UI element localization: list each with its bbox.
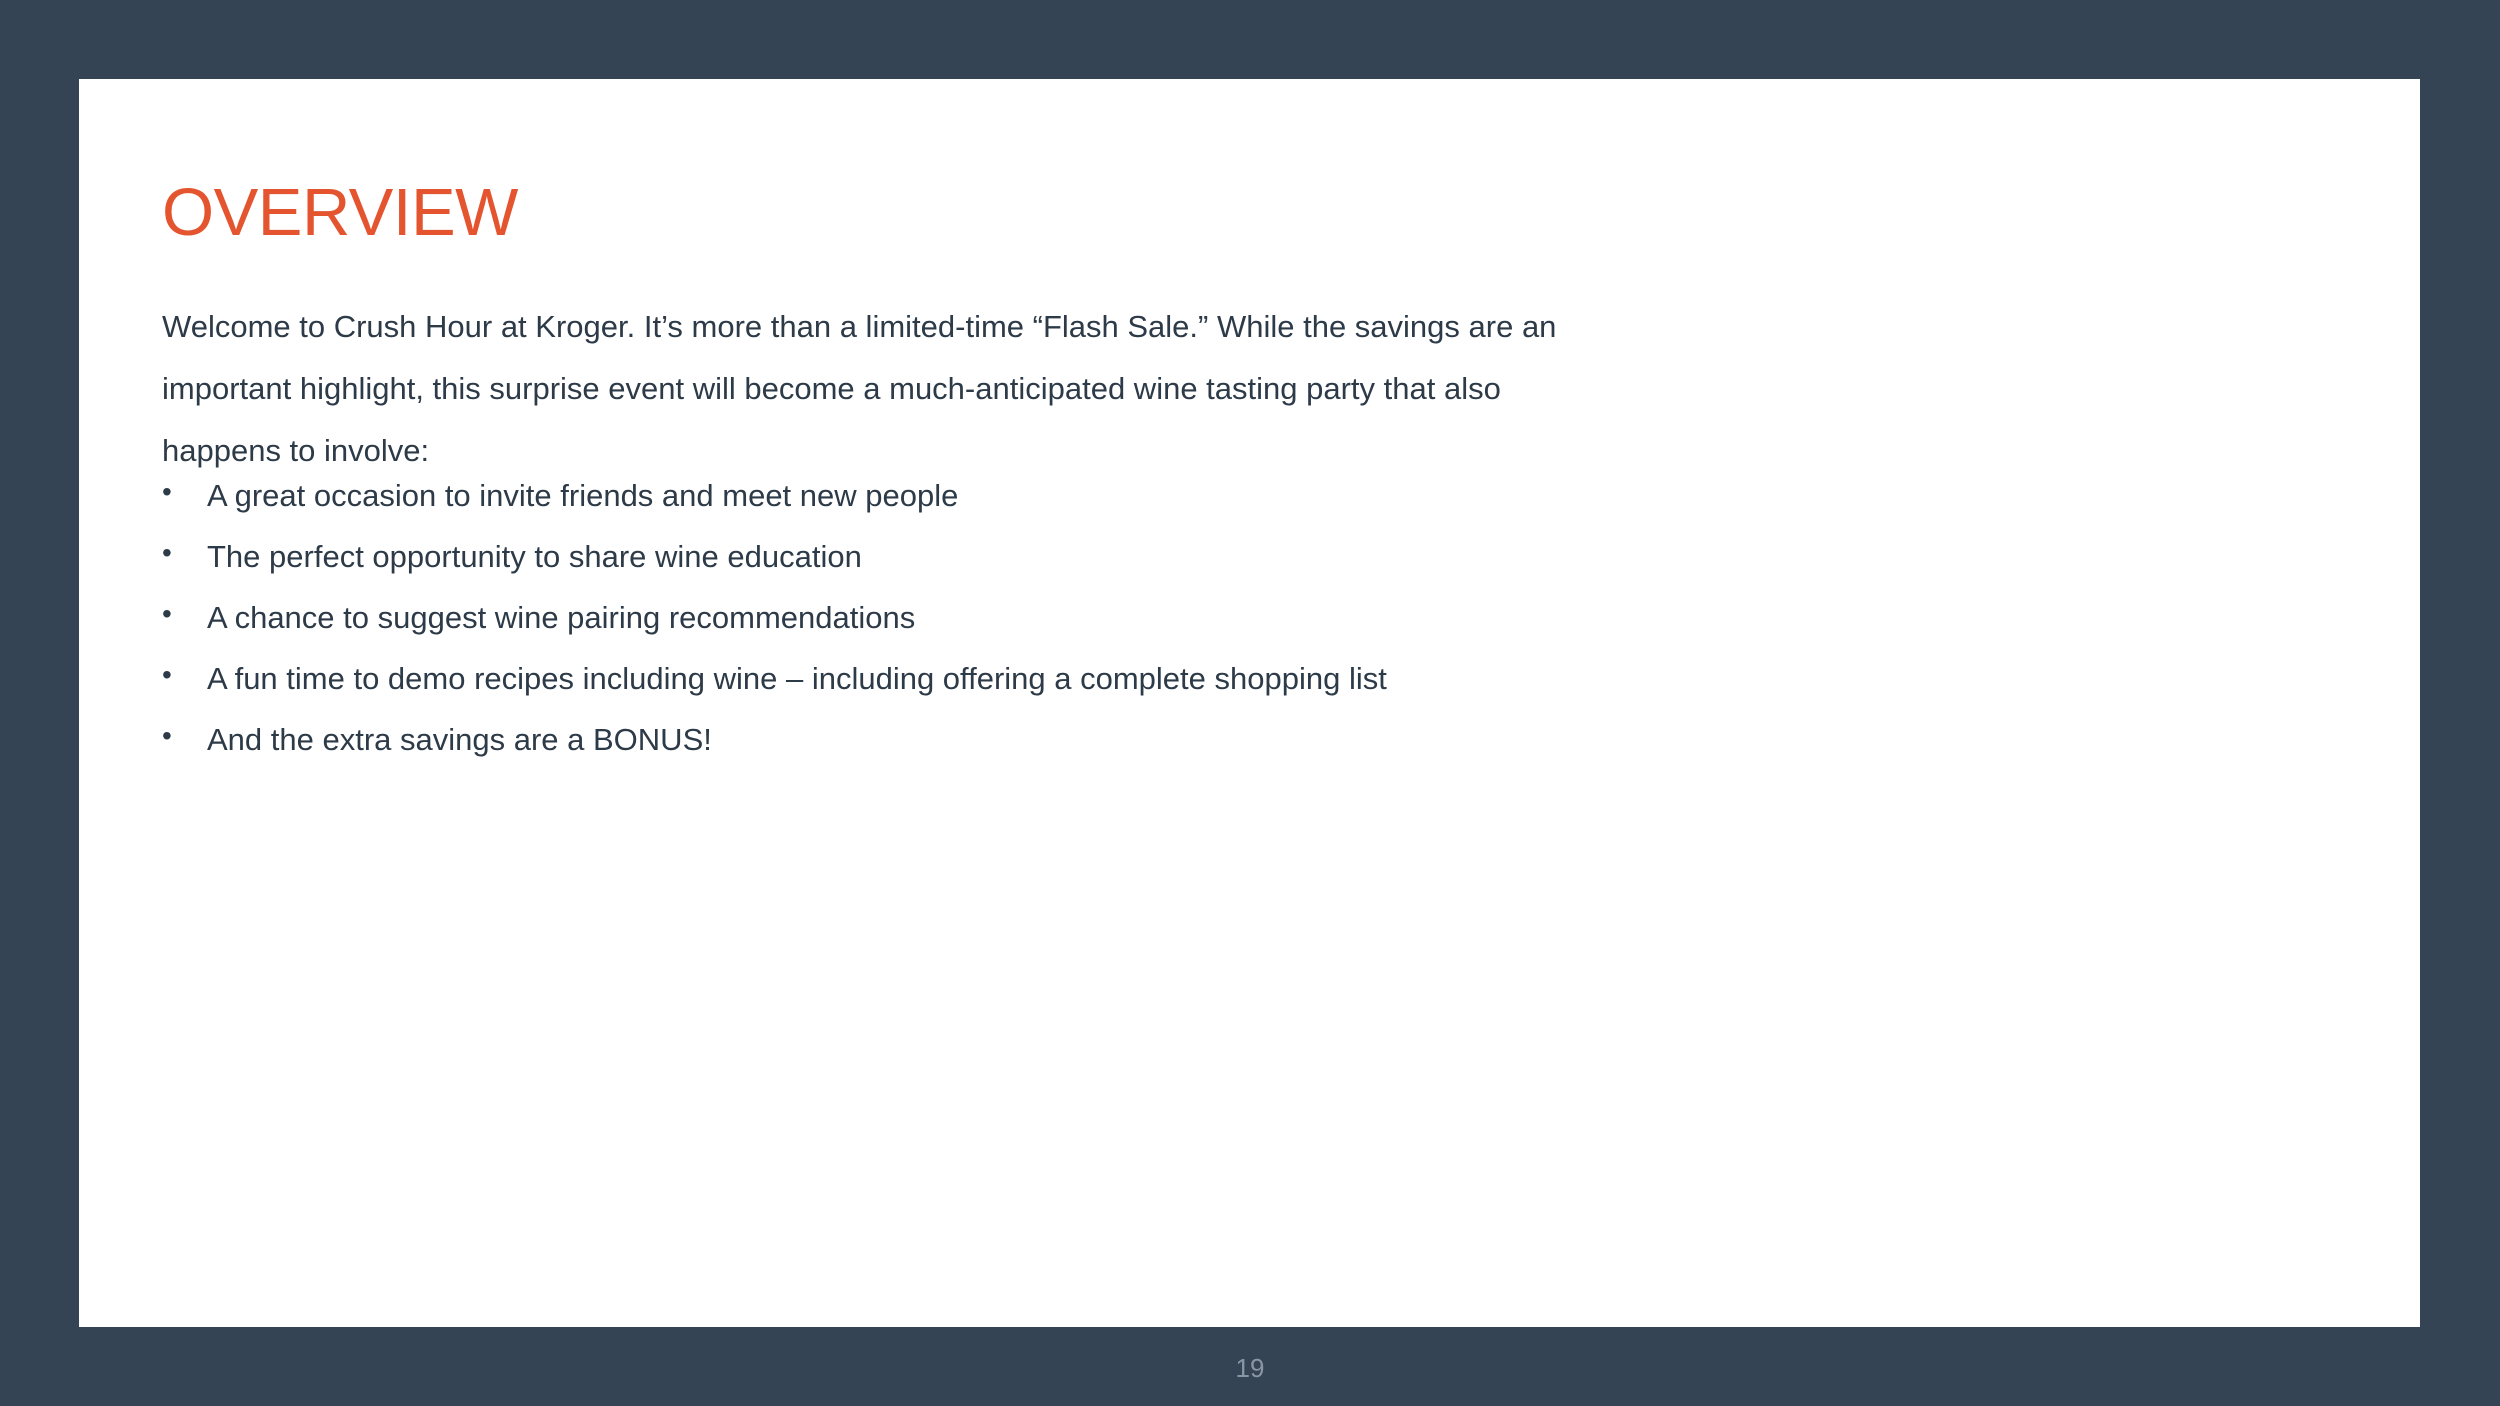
slide	[79, 79, 2420, 1327]
bullet-text: A chance to suggest wine pairing recommendations	[207, 599, 916, 635]
bullet-text: And the extra savings are a BONUS!	[207, 721, 712, 757]
intro-paragraph: Welcome to Crush Hour at Kroger. It’s more than a limited-time “Flash Sale.” While the savings are an important highlight, this surprise event will become a much-anticipated wine tasting party that also happens to involve:	[162, 309, 1557, 468]
bullet-list	[162, 465, 1762, 770]
bullet-item	[162, 465, 1762, 526]
bullet-icon: •	[162, 475, 172, 507]
bullet-icon: •	[162, 597, 172, 629]
bullet-item	[162, 648, 1762, 709]
bullet-text: A fun time to demo recipes including wine – including offering a complete shopping list	[207, 660, 1387, 696]
bullet-item	[162, 587, 1762, 648]
bullet-icon: •	[162, 658, 172, 690]
page-number: 19	[1235, 1353, 1265, 1383]
bullet-text: The perfect opportunity to share wine education	[207, 538, 862, 574]
bullet-item	[162, 526, 1762, 587]
bullet-icon: •	[162, 719, 172, 751]
bullet-icon: •	[162, 536, 172, 568]
bullet-item	[162, 709, 1762, 770]
bullet-text: A great occasion to invite friends and meet new people	[207, 477, 959, 513]
slide-title: OVERVIEW	[162, 175, 518, 250]
